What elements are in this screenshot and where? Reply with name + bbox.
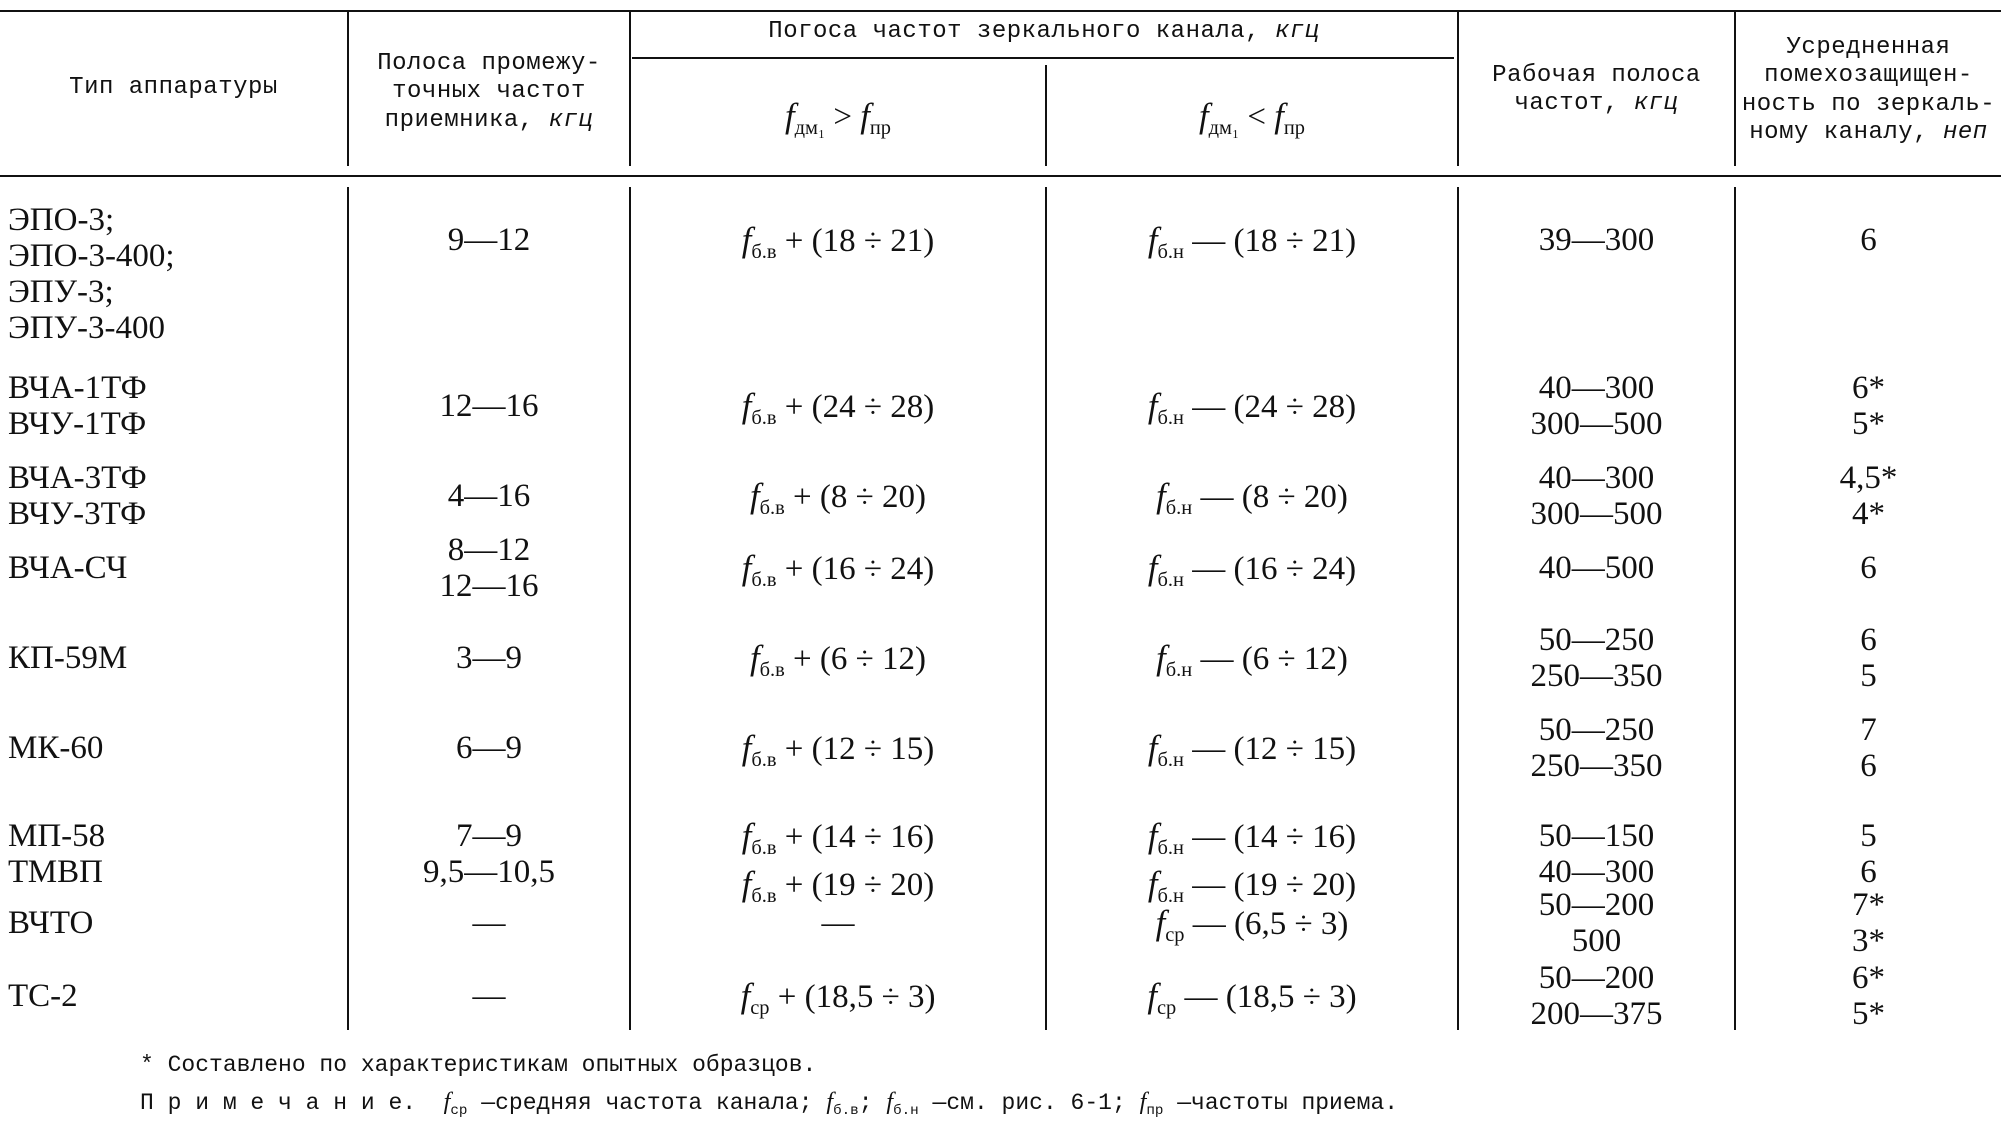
header-if-band: Полоса промежу- точных частот приемника, кгц [377, 50, 601, 134]
formula-line: $f_{б.в} + (19 \div 20)$ [741, 865, 935, 908]
formula-line: $f_{б.в} + (16 \div 24)$ [741, 549, 935, 592]
protection-cell [1736, 712, 2001, 784]
image-above-cell [631, 640, 1045, 688]
cell-line: ВЧА-СЧ [8, 550, 128, 586]
cell-line: 12—16 [439, 568, 539, 604]
if-band-cell [349, 532, 629, 604]
cell-line: ВЧУ-3ТФ [8, 496, 147, 532]
cell-line: ЭПО-3; [8, 202, 115, 238]
formula-line: $f_{б.н}$ — (18 ÷ 21) [1147, 220, 1357, 263]
formula-line: $f_{б.в} + (6 \div 12)$ [750, 639, 926, 682]
protection-cell [1736, 550, 2001, 586]
cell-line: МП-58 [8, 818, 106, 854]
cell-line: 300—500 [1530, 496, 1663, 532]
cell-line: 5* [1852, 996, 1885, 1032]
cell-line: 40—300 [1538, 854, 1655, 890]
cell-line: 500 [1571, 923, 1622, 959]
cell-line: 7 [1860, 712, 1877, 748]
cell-line: 50—200 [1538, 960, 1655, 996]
cell-line: 4,5* [1839, 460, 1898, 496]
equipment-type-cell [8, 730, 343, 766]
image-below-cell [1047, 550, 1457, 598]
formula-line: $f_{б.в} + (12 \div 15)$ [741, 729, 935, 772]
image-above-cell [631, 478, 1045, 526]
cell-line: 6 [1860, 622, 1877, 658]
working-band-cell [1459, 818, 1734, 890]
cell-line: ТС-2 [8, 978, 78, 1014]
cell-line: 5 [1860, 658, 1877, 694]
cell-line: 3* [1852, 923, 1885, 959]
formula-line: $f_{б.в} + (8 \div 20)$ [750, 477, 926, 520]
if-band-cell [349, 222, 629, 258]
cell-line: МК-60 [8, 730, 104, 766]
formula-line: $f_{б.в} + (14 \div 16)$ [741, 817, 935, 860]
working-band-cell [1459, 712, 1734, 784]
protection-cell [1736, 460, 2001, 532]
cell-line: 3—9 [456, 640, 522, 676]
formula-line: $f_{б.н}$ — (6 ÷ 12) [1156, 639, 1348, 682]
image-group-underline [632, 57, 1454, 59]
protection-cell [1736, 222, 2001, 258]
cell-line: КП-59М [8, 640, 128, 676]
divider-body-1 [347, 187, 349, 1030]
image-above-cell [631, 978, 1045, 1026]
cell-line: 6* [1852, 370, 1885, 406]
cell-line: ВЧА-1ТФ [8, 370, 147, 406]
cell-line: ВЧТО [8, 905, 94, 941]
cell-line: 6 [1860, 221, 1877, 258]
equipment-type-cell [8, 978, 343, 1014]
if-band-cell [349, 478, 629, 514]
cell-line: 8—12 [447, 532, 531, 568]
cell-line: ЭПУ-3-400 [8, 310, 165, 346]
header-image-below: $f_{дм_1} < f_{пр}$ [1199, 97, 1305, 140]
working-band-cell [1459, 960, 1734, 1032]
formula-line: $f_{б.н}$ — (8 ÷ 20) [1156, 477, 1348, 520]
image-above-cell [631, 550, 1045, 598]
protection-cell [1736, 622, 2001, 694]
cell-line: 300—500 [1530, 406, 1663, 442]
image-above-cell [631, 730, 1045, 778]
equipment-type-cell [8, 202, 343, 346]
if-band-cell [349, 388, 629, 424]
cell-line: ВЧА-3ТФ [8, 460, 147, 496]
header-working-band: Рабочая полоса частот, кгц [1492, 62, 1701, 118]
cell-line: — [472, 978, 506, 1014]
footnote-asterisk: * Составлено по характеристикам опытных образцов. [140, 1052, 817, 1078]
equipment-type-cell [8, 370, 343, 442]
image-below-cell [1047, 388, 1457, 436]
cell-line: ВЧУ-1ТФ [8, 406, 147, 442]
cell-line: 5* [1852, 406, 1885, 442]
image-below-cell [1047, 222, 1457, 270]
cell-line: 6—9 [456, 730, 522, 766]
image-below-cell [1047, 818, 1457, 914]
image-above-cell [631, 905, 1045, 941]
image-below-cell [1047, 978, 1457, 1026]
working-band-cell [1459, 622, 1734, 694]
image-below-cell [1047, 478, 1457, 526]
working-band-cell [1459, 887, 1734, 959]
equipment-type-cell [8, 818, 343, 890]
cell-line: 250—350 [1530, 748, 1663, 784]
cell-line: 4* [1852, 496, 1885, 532]
cell-line: ТМВП [8, 854, 103, 890]
image-above-cell [631, 818, 1045, 914]
working-band-cell [1459, 370, 1734, 442]
formula-line: $f_{б.н}$ — (24 ÷ 28) [1147, 387, 1357, 430]
cell-line: 40—500 [1538, 550, 1655, 586]
formula-line: $f_{б.н}$ — (19 ÷ 20) [1147, 865, 1357, 908]
footnote-note: П р и м е ч а н и е. $f_{ср}$ —средняя частота канала; $f_{б.в}$; $f_{б.н}$ —см. рис. 6-1; $f_{пр}$ —частоты приема. [140, 1088, 1399, 1119]
cell-line: 200—375 [1530, 996, 1663, 1032]
header-bottom-border [0, 175, 2001, 177]
image-below-cell [1047, 905, 1457, 953]
formula-line: $f_{б.н}$ — (14 ÷ 16) [1147, 817, 1357, 860]
image-below-cell [1047, 730, 1457, 778]
working-band-cell [1459, 222, 1734, 258]
cell-line: 40—300 [1538, 460, 1655, 496]
if-band-cell [349, 818, 629, 890]
cell-line: 9,5—10,5 [423, 854, 555, 890]
formula-line: $f_{б.н}$ — (16 ÷ 24) [1147, 549, 1357, 592]
cell-line: 7—9 [456, 818, 522, 854]
formula-line: $f_{б.н}$ — (12 ÷ 15) [1147, 729, 1357, 772]
cell-line: ЭПО-3-400; [8, 238, 175, 274]
cell-line: 6 [1860, 854, 1877, 890]
header-image-band-group: Погоса частот зеркального канала, кгц [768, 18, 1320, 45]
formula-line: $f_{б.в} + (24 \div 28)$ [741, 387, 935, 430]
working-band-cell [1459, 460, 1734, 532]
cell-line: 6* [1852, 960, 1885, 996]
equipment-type-cell [8, 550, 343, 586]
header-image-above: $f_{дм_1} > f_{пр}$ [785, 97, 891, 140]
image-above-cell [631, 222, 1045, 270]
header-image-protection: Усредненная помехозащищен- ность по зеркаль- ному каналу, неп [1741, 34, 1996, 146]
formula-line: $f_{ср}$ — (6,5 ÷ 3) [1155, 904, 1349, 947]
protection-cell [1736, 818, 2001, 890]
cell-line: 50—150 [1538, 818, 1655, 854]
cell-line: ЭПУ-3; [8, 274, 114, 310]
header-equipment-type: Тип аппаратуры [69, 74, 278, 101]
if-band-cell [349, 640, 629, 676]
cell-line: 6 [1860, 748, 1877, 784]
image-above-cell [631, 388, 1045, 436]
protection-cell [1736, 370, 2001, 442]
working-band-cell [1459, 550, 1734, 586]
cell-line: 5 [1860, 818, 1877, 854]
cell-line: 50—250 [1538, 712, 1655, 748]
if-band-cell [349, 905, 629, 941]
cell-line: 250—350 [1530, 658, 1663, 694]
image-below-cell [1047, 640, 1457, 688]
equipment-type-cell [8, 640, 343, 676]
cell-line: 12—16 [439, 388, 539, 424]
cell-line: 9—12 [447, 221, 531, 258]
formula-line: $f_{б.в} + (18 \div 21)$ [741, 220, 935, 263]
cell-line: 4—16 [447, 478, 531, 514]
cell-line: 6 [1860, 550, 1877, 586]
protection-cell [1736, 960, 2001, 1032]
cell-line: 39—300 [1538, 221, 1655, 258]
cell-line: — [472, 905, 506, 941]
table-top-border [0, 10, 2001, 12]
cell-line: 40—300 [1538, 370, 1655, 406]
protection-cell [1736, 887, 2001, 959]
if-band-cell [349, 978, 629, 1014]
formula-line: $f_{ср} + (18,5 \div 3)$ [740, 977, 936, 1020]
if-band-cell [349, 730, 629, 766]
cell-line: 7* [1852, 887, 1885, 923]
cell-line: 50—250 [1538, 622, 1655, 658]
cell-line: 50—200 [1538, 887, 1655, 923]
cell-line: — [821, 905, 855, 941]
equipment-type-cell [8, 905, 343, 941]
formula-line: $f_{ср}$ — (18,5 ÷ 3) [1147, 977, 1357, 1020]
equipment-type-cell [8, 460, 343, 532]
